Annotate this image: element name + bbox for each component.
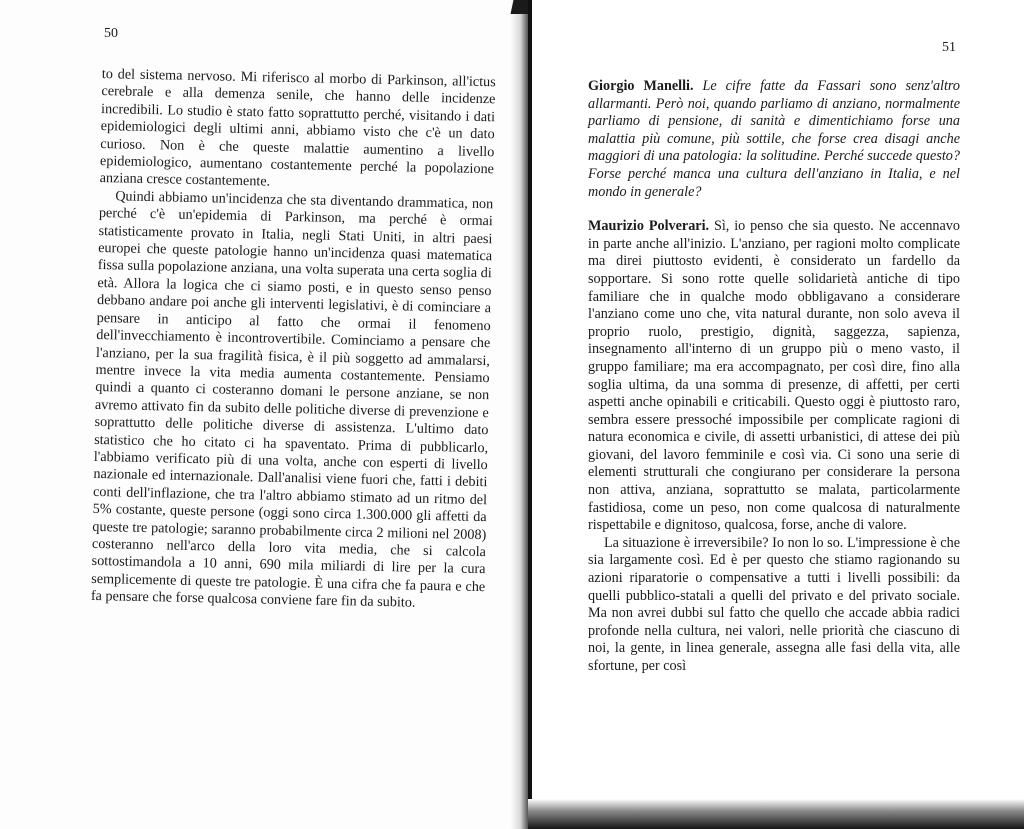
question-speaker: Giorgio Manelli. (588, 78, 694, 94)
continuation-paragraph: La situazione è irreversibile? Io non lo so. L'impressione è che sia largamente così. Ed è per questo che stiamo ragionando su azioni riparatorie o compensative a tutti i livelli possibili: da quelli pubblico-statali a quelli del privato e del privato sociale. Ma non avrei dubbi sul fatto che quello che accade abbia radici profonde nella cultura, nei valori, nelle priorità che ciascuno di noi, la gente, in linea generale, assegna alle fasi della vita, alle sfortune, per così (588, 534, 960, 674)
question-text: Le cifre fatte da Fassari sono senz'altro allarmanti. Però noi, quando parliamo di anziano, normalmente parliamo di pensione, di sanità e dimentichiamo forse una malattia più comune, più sottile, che forse crea disagi anche maggiori di una patologia: la solitudine. Perché succede questo? Forse perché manca una cultura dell'anziano in Italia, e nel mondo in generale? (588, 78, 961, 200)
left-page-text (91, 66, 496, 614)
left-paragraph-2: Quindi abbiamo un'incidenza che sta diventando drammatica, non perché c'è un'epidemia di Parkinson, ma perché è ormai statisticamente provato in Italia, negli Stati Uniti, in altri paesi europei che queste patologie hanno un'incidenza quasi matematica fissa sulla popolazione anziana, una volta superata una certa soglia di età. Allora la logica che ci siamo posti, e in questo senso penso debbano andare poi anche gli interventi legislativi, è di cominciare a pensare in anticipo al fatto che ormai il fenomeno dell'invecchiamento è incontrovertibile. Cominciamo a pensare che l'anziano, per la sua fragilità fisica, è il più soggetto ad ammalarsi, mentre invece la vita media aumenta costantemente. Pensiamo quindi a quanto ci costeranno domani le persone anziane, se non avremo attivato fin da subito delle politiche diverse di prevenzione e soprattutto delle politiche diverse di assistenza. L'ultimo dato statistico che ho citato ci ha spaventato. Prima di pubblicarlo, l'abbiamo verificato più di una volta, anche con esperti di livello nazionale ed internazionale. Dall'analisi viene fuori che, fatti i debiti conti dell'inflazione, che tra l'altro abbiamo stimato ad un ritmo del 5% costante, queste persone (oggi sono circa 1.300.000 gli affetti da queste tre patologie; saranno probabilmente circa 2 milioni nel 2008) costeranno nell'arco della loro vita media, che si calcola sottostimandola a 10 anni, 690 mila miliardi di lire per la cura semplicemente di queste tre patologie. È una cifra che fa paura e che fa pensare che forse qualcosa conviene fare fin da subito. (90, 188, 494, 611)
question-paragraph (588, 78, 960, 201)
left-page-number: 50 (104, 26, 118, 41)
answer-paragraph (588, 218, 960, 535)
answer-speaker: Maurizio Polverari. (588, 218, 710, 235)
answer-text: Sì, io penso che sia questo. Ne accennavo in parte anche all'inizio. L'anziano, per ragioni molto complicate ma direi piuttosto evidenti, è considerato un fardello da sopportare. Si sono rotte quelle solidarietà antiche di tipo familiare che in qualche modo obbligavano a considerare l'anziano come uno che, vita natural durante, non solo aveva il proprio ruolo, prestigio, dignità, saggezza, sapienza, insegnamento all'interno di un gruppo più o meno vasto, il gruppo familiare; ma era accompagnato, per così dire, fino alla soglia ultima, da una somma di presenze, di affetti, per certi aspetti anche opinabili e criticabili. Questo oggi è piuttosto raro, sembra essere pressoché impossibile per complicate ragioni di natura economica e civile, di assetti urbanistici, di attese dei più giovani, del lavoro femminile e così via. Ci sono una serie di elementi strutturali che congiurano per considerare la persona non attiva, anziana, soprattutto se malata, particolarmente fastidiosa, come un peso, non come qualcosa di naturalmente rispettabile e dignitoso, qualcosa, forse, anche di valore. (588, 218, 960, 534)
right-page-text (588, 78, 960, 676)
right-page-edge-shadow (528, 799, 1024, 829)
right-page-number: 51 (942, 40, 956, 55)
left-paragraph-1: to del sistema nervoso. Mi riferisco al morbo di Parkinson, all'ictus cerebrale e alla demenza senile, che hanno delle incidenze incredibili. Lo studio è stato fatto soprattutto perché, visitando i dati epidemiologici degli ultimi anni, abbiamo visto che c'è un dato curioso. Non è che queste malattie aumentino a livello epidemiologico, aumentano costantemente perché la popolazione anziana cresce costantemente. (99, 66, 496, 190)
